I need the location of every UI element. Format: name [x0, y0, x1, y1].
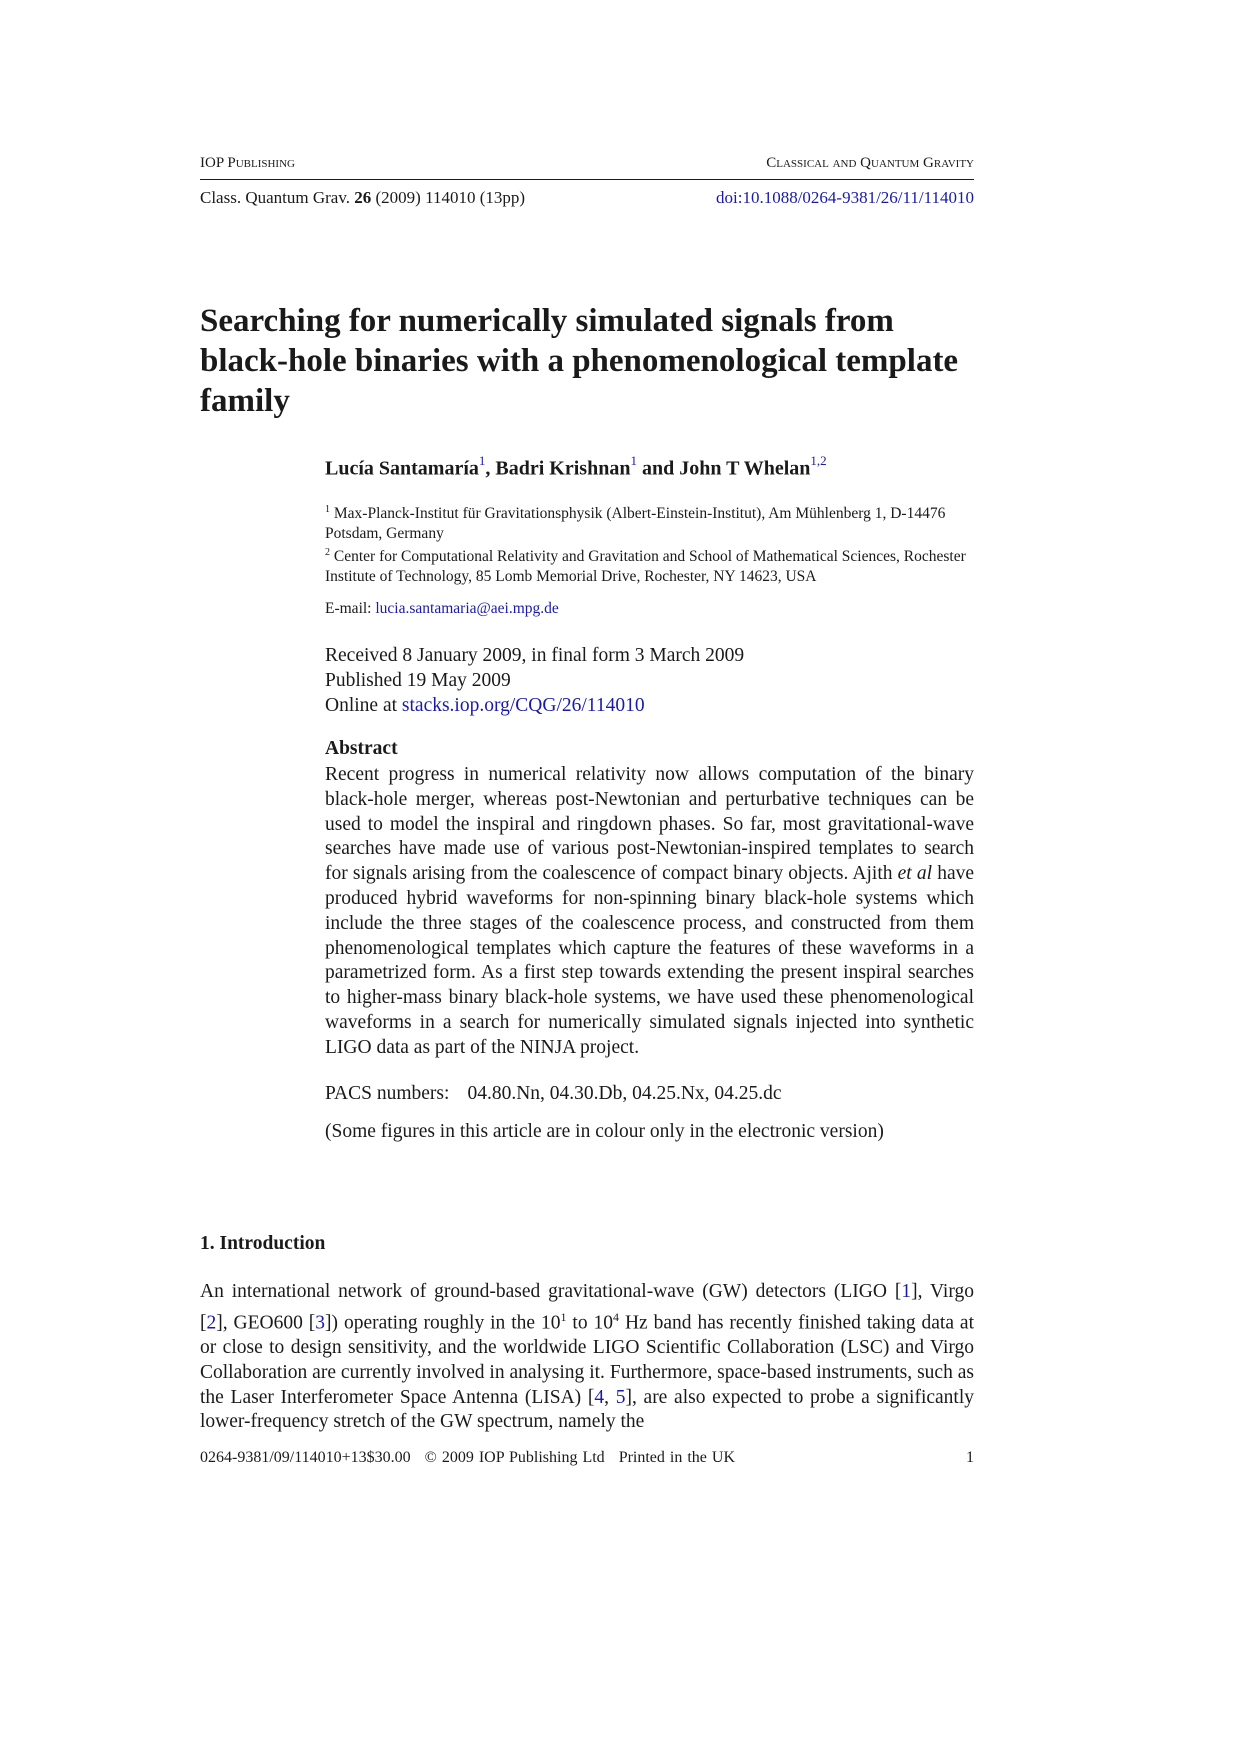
publisher-name: IOP Publishing: [200, 155, 295, 171]
author-separator: ,: [485, 457, 496, 480]
citation-ref[interactable]: 4: [594, 1386, 605, 1408]
footer-printed: Printed in the UK: [618, 1449, 736, 1466]
citation-ref[interactable]: 5: [615, 1386, 626, 1408]
citation-ref[interactable]: 2: [206, 1312, 217, 1334]
affiliation: [325, 500, 985, 543]
online-link[interactable]: stacks.iop.org/CQG/26/114010: [401, 695, 645, 716]
author-name: Lucía Santamaría: [325, 457, 479, 480]
intro-text: ], GEO600 [: [216, 1312, 316, 1334]
email-link[interactable]: lucia.santamaria@aei.mpg.de: [375, 600, 559, 617]
footer-info: [200, 1449, 749, 1467]
journal-name: Classical and Quantum Gravity: [766, 155, 974, 171]
intro-paragraph: [200, 1280, 974, 1435]
email-line: [325, 600, 559, 618]
doi-link[interactable]: doi:10.1088/0264-9381/26/11/114010: [716, 188, 974, 207]
footer-code: 0264-9381/09/114010+13$30.00: [200, 1449, 411, 1466]
author-affil-ref[interactable]: 1: [630, 453, 637, 468]
abstract-text: [325, 763, 974, 1061]
author-affil-ref[interactable]: 1,2: [810, 453, 827, 468]
exponent: 1: [560, 1309, 567, 1324]
pacs-values: 04.80.Nn, 04.30.Db, 04.25.Nx, 04.25.dc: [467, 1083, 782, 1104]
author-name: Badri Krishnan: [495, 457, 631, 480]
intro-text: Hz band has recently finished taking data at or close to design sensitivity, and the worldwide LIGO Scientific Collaboration (LSC) and Virgo Collaboration are currently involved in analysing it. Furthermore, space-based instruments, such as the Laser Interferometer Space Antenna (LISA) [: [200, 1312, 974, 1408]
abstract-text-part: have produced hybrid waveforms for non-spinning binary black-hole systems which include the three stages of the coalescence process, and constructed from them phenomenological templates which capture the features of these waveforms in a parametrized form. As a first step towards extending the present inspiral searches to higher-mass binary black-hole systems, we have used these phenomenological waveforms in a search for numerically simulated signals injected into synthetic LIGO data as part of the NINJA project.: [325, 863, 975, 1058]
citation-volume: 26: [354, 188, 372, 207]
affiliation-text: Max-Planck-Institut für Gravitationsphysik (Albert-Einstein-Institut), Am Mühlenberg 1, D-14476 Potsdam, Germany: [325, 505, 946, 542]
abstract-italic: et al: [897, 863, 933, 885]
citation-prefix: Class. Quantum Grav.: [200, 188, 350, 207]
pacs-label: PACS numbers:: [325, 1083, 450, 1104]
affiliation: [325, 543, 985, 586]
citation-suffix: (2009) 114010 (13pp): [375, 188, 526, 207]
pacs-line: [325, 1083, 782, 1105]
intro-text: ], are also expected to probe a significantly lower-frequency stretch of the GW spectrum, namely the: [200, 1386, 975, 1433]
author-affil-ref[interactable]: 1: [478, 453, 486, 468]
received-date: Received 8 January 2009, in final form 3 March 2009: [325, 645, 745, 666]
page-number: 1: [966, 1449, 974, 1466]
citation-line: [200, 188, 525, 208]
citation-ref[interactable]: 1: [901, 1281, 912, 1302]
paper-title: Searching for numerically simulated signals from black-hole binaries with a phenomenological template family: [200, 303, 959, 419]
section-heading: 1. Introduction: [200, 1233, 326, 1254]
intro-text: An international network of ground-based gravitational-wave (GW) detectors (LIGO [: [200, 1281, 902, 1302]
affiliations: [325, 500, 985, 586]
online-line: [325, 693, 744, 718]
intro-text: ], Virgo [: [200, 1281, 974, 1334]
author-list: [325, 455, 827, 481]
published-date: Published 19 May 2009: [325, 670, 511, 691]
online-label: Online at: [325, 695, 398, 716]
author-name: John T Whelan: [679, 457, 811, 480]
intro-text: ,: [604, 1386, 616, 1408]
citation-ref[interactable]: 3: [315, 1312, 326, 1334]
colour-note: (Some figures in this article are in colour only in the electronic version): [325, 1121, 884, 1142]
intro-text: ]) operating roughly in the 10: [325, 1312, 561, 1334]
intro-text: to 10: [566, 1312, 614, 1334]
exponent: 4: [613, 1309, 620, 1324]
abstract-text-part: Recent progress in numerical relativity now allows computation of the binary black-hole merger, whereas post-Newtonian and perturbative techniques can be used to model the inspiral and ringdown phases. So far, most gravitational-wave searches have made use of various post-Newtonian-inspired templates to search for signals arising from the coalescence of compact binary objects. Ajith: [325, 764, 974, 885]
affiliation-number: 1: [325, 504, 330, 515]
footer-copyright: © 2009 IOP Publishing Ltd: [424, 1449, 605, 1466]
abstract-heading: Abstract: [325, 738, 398, 759]
publication-dates: [325, 643, 744, 718]
affiliation-number: 2: [325, 547, 330, 559]
header-rule: [200, 179, 974, 180]
affiliation-text: Center for Computational Relativity and Gravitation and School of Mathematical Sciences, Rochester Institute of Technology, 85 Lomb Memorial Drive, Rochester, NY 14623, USA: [325, 548, 966, 585]
email-label: E-mail:: [325, 600, 372, 617]
author-separator: and: [636, 457, 680, 480]
